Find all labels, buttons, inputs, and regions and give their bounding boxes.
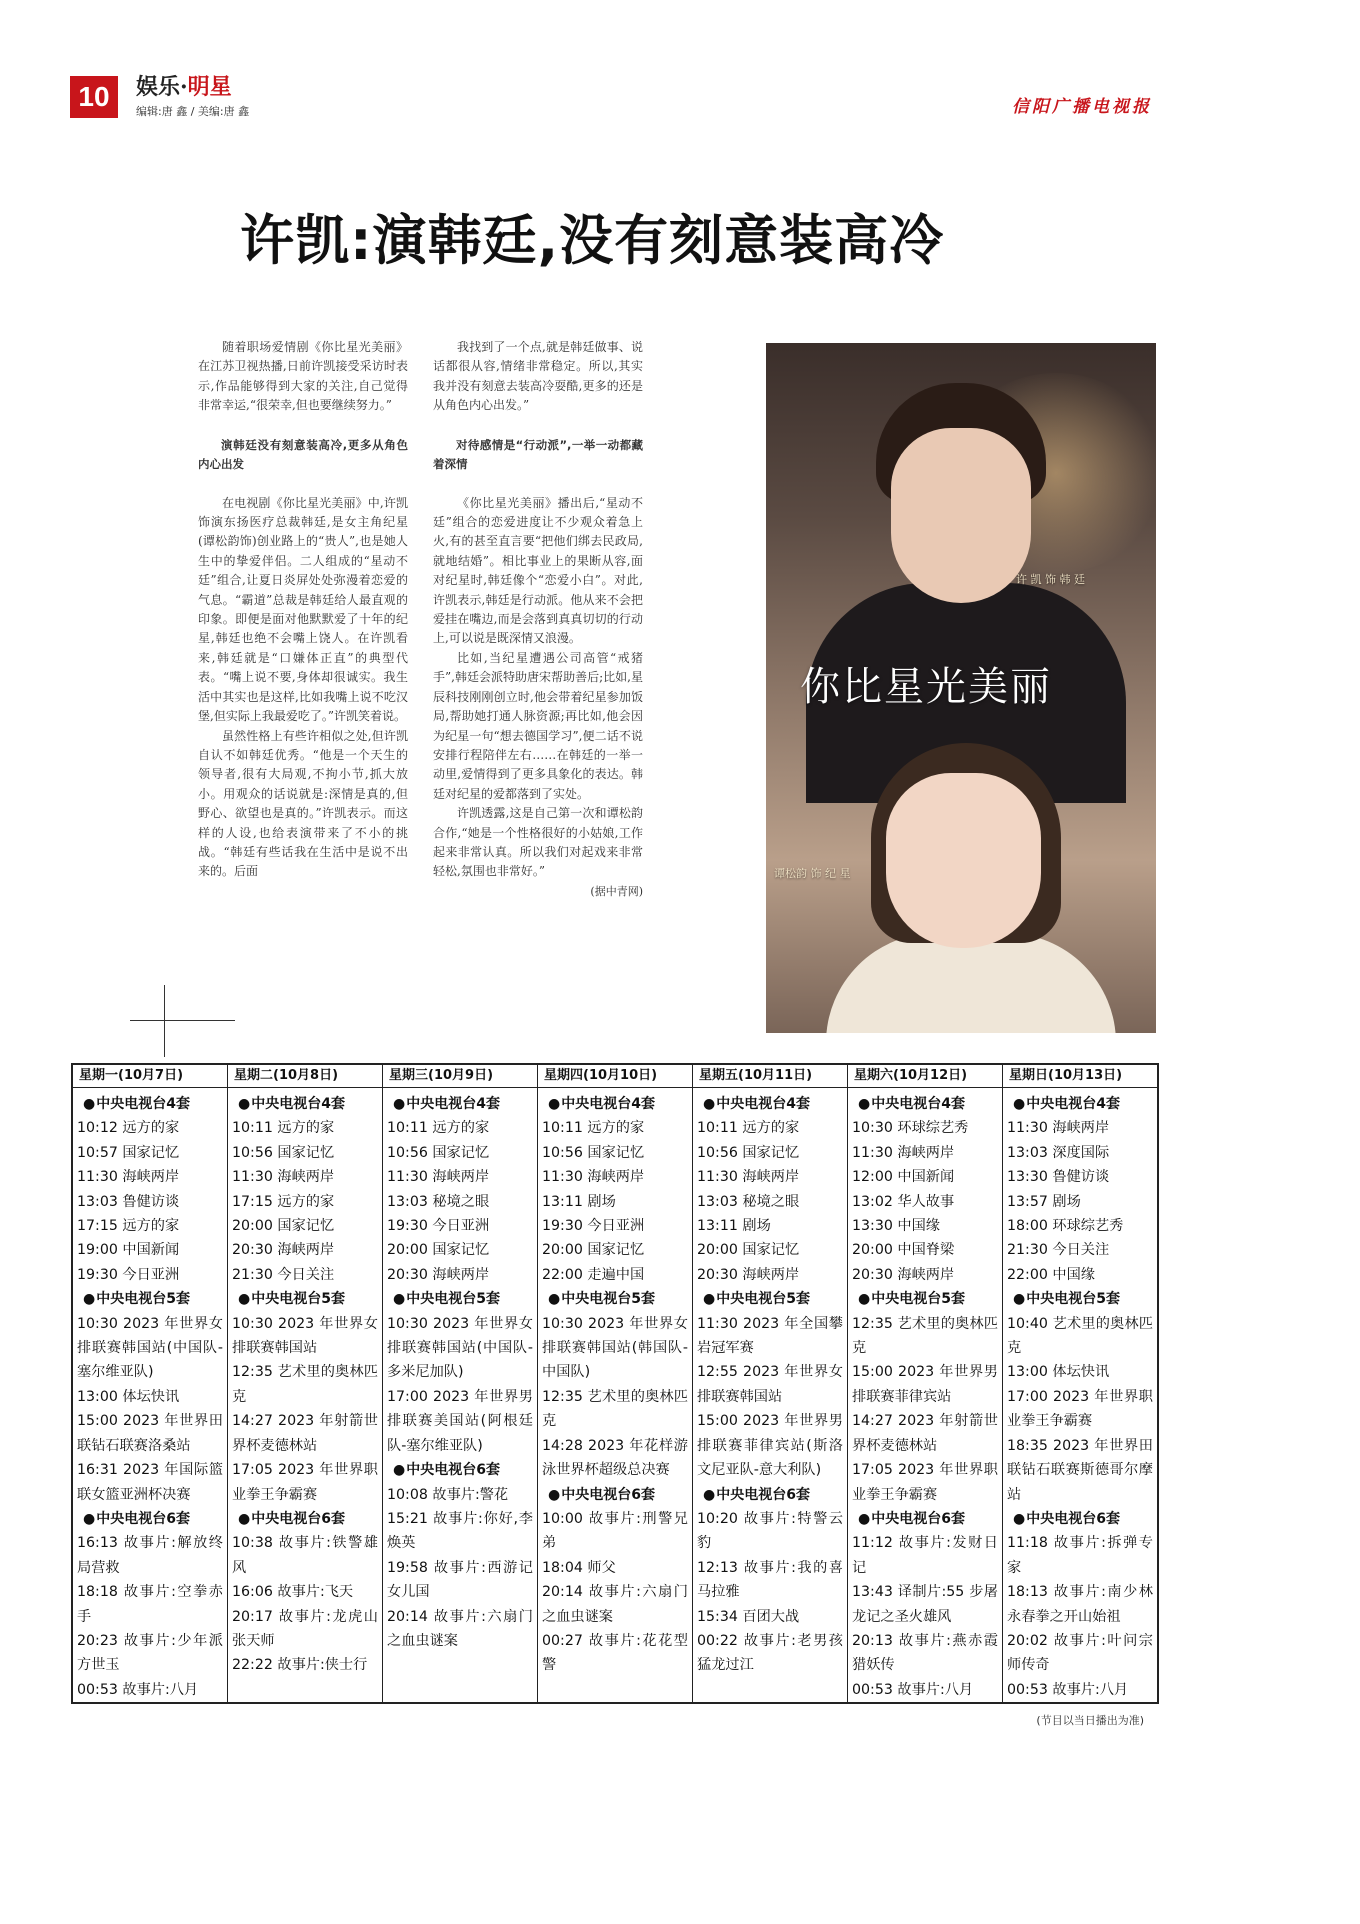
channel-heading: ● 中央电视台6套 [1007, 1507, 1153, 1531]
program-item: 10:11 远方的家 [697, 1120, 800, 1137]
page-number: 10 [70, 76, 118, 118]
channel-heading: ● 中央电视台4套 [697, 1092, 843, 1116]
poster-drama-title: 你比星光美丽 [800, 664, 1052, 710]
program-item: 17:15 远方的家 [77, 1218, 180, 1235]
program-item: 10:30 2023 年世界女排联赛韩国站(韩国队-中国队) [542, 1315, 688, 1381]
program-item: 19:00 中国新闻 [77, 1242, 180, 1259]
channel-heading: ● 中央电视台5套 [77, 1287, 223, 1311]
program-item: 20:17 故事片:龙虎山张天师 [232, 1608, 378, 1649]
paragraph: 我找到了一个点,就是韩廷做事、说话都很从容,情绪非常稳定。所以,其实我并没有刻意去装高冷耍酷,更多的还是从角色内心出发。” [433, 340, 643, 413]
program-item: 10:11 远方的家 [232, 1120, 335, 1137]
program-item: 13:11 剧场 [697, 1218, 771, 1235]
paragraph: 虽然性格上有些许相似之处,但许凯自认不如韩廷优秀。“他是一个天生的领导者,很有大局观,不拘小节,抓大放小。用观众的话说就是:深情是真的,但野心、欲望也是真的。”许凯表示。而这样的人设,也给表演带来了不小的挑战。“韩廷有些话我在生活中是说不出来的。后面 [198, 728, 408, 879]
program-item: 10:20 故事片:特警云豹 [697, 1510, 843, 1552]
channel-heading: ● 中央电视台6套 [387, 1458, 533, 1482]
program-item: 11:12 故事片:发财日记 [852, 1535, 998, 1576]
program-item: 20:00 中国脊梁 [852, 1242, 955, 1259]
program-item: 10:40 艺术里的奥林匹克 [1007, 1315, 1153, 1357]
program-item: 13:30 鲁健访谈 [1007, 1169, 1110, 1186]
program-item: 20:30 海峡两岸 [852, 1266, 955, 1283]
program-item: 19:30 今日亚洲 [77, 1266, 180, 1283]
section-highlight: 明星 [187, 74, 232, 100]
schedule-day-header: 星期日(10月13日) [1003, 1065, 1157, 1088]
program-item: 10:56 国家记忆 [232, 1144, 335, 1161]
program-item: 20:30 海峡两岸 [697, 1266, 800, 1283]
paragraph: 比如,当纪星遭遇公司高管“戒猪手”,韩廷会派特助唐宋帮助善后;比如,星辰科技刚刚创立时,他会带着纪星参加饭局,帮助她打通人脉资源;再比如,他会因为纪星一句“想去德国学习”,便二话不说安排行程陪伴左右……在韩廷的一举一动里,爱情得到了更多具象化的表达。韩廷对纪星的爱都落到了实处。 [433, 650, 643, 801]
paper-name: 信阳广播电视报 [1012, 97, 1152, 117]
program-item: 10:57 国家记忆 [77, 1144, 180, 1161]
schedule-day-body [73, 1088, 227, 1702]
schedule-day-header: 星期四(10月10日) [538, 1065, 692, 1088]
schedule-day-body [538, 1088, 692, 1678]
program-item: 22:00 中国缘 [1007, 1266, 1095, 1283]
schedule-day-header: 星期一(10月7日) [73, 1065, 227, 1088]
channel-heading: ● 中央电视台5套 [1007, 1287, 1153, 1311]
subheading: 对待感情是“行动派”,一举一动都藏着深情 [433, 437, 643, 471]
program-item: 11:30 海峡两岸 [697, 1169, 800, 1186]
program-item: 14:27 2023 年射箭世界杯麦德林站 [852, 1413, 998, 1454]
program-item: 20:30 海峡两岸 [232, 1242, 335, 1259]
program-item: 13:03 秘境之眼 [697, 1193, 800, 1210]
program-item: 10:30 2023 年世界女排联赛韩国站 [232, 1315, 378, 1357]
schedule-day-header: 星期二(10月8日) [228, 1065, 382, 1088]
program-item: 20:00 国家记忆 [232, 1218, 335, 1235]
program-item: 11:30 海峡两岸 [77, 1169, 180, 1186]
program-item: 13:43 译制片:55 步屠龙记之圣火雄风 [852, 1584, 998, 1625]
paragraph: 许凯透露,这是自己第一次和谭松韵合作,“她是一个性格很好的小姑娘,工作起来非常认真。所以我们对起戏来非常轻松,氛围也非常好。” [433, 806, 643, 879]
schedule-day-body [1003, 1088, 1157, 1702]
program-item: 22:22 故事片:侠士行 [232, 1657, 368, 1674]
program-item: 15:00 2023 年世界男排联赛菲律宾站(斯洛文尼亚队-意大利队) [697, 1413, 843, 1479]
program-item: 20:14 故事片:六扇门之血虫谜案 [542, 1584, 688, 1625]
schedule-day-header: 星期三(10月9日) [383, 1065, 537, 1088]
channel-heading: ● 中央电视台5套 [387, 1287, 533, 1311]
schedule-day-column [73, 1065, 228, 1702]
program-item: 13:03 深度国际 [1007, 1144, 1110, 1161]
program-item: 13:00 体坛快讯 [1007, 1364, 1110, 1381]
editor-line: 编辑:唐 鑫 / 美编:唐 鑫 [136, 105, 250, 118]
schedule-day-body [848, 1088, 1002, 1702]
tv-schedule-table [71, 1063, 1159, 1704]
program-item: 16:06 故事片:飞天 [232, 1584, 354, 1601]
schedule-day-header: 星期五(10月11日) [693, 1065, 847, 1088]
program-item: 12:35 艺术里的奥林匹克 [542, 1388, 688, 1430]
program-item: 11:30 2023 年全国攀岩冠军赛 [697, 1315, 843, 1357]
program-item: 00:53 故事片:八月 [1007, 1681, 1129, 1698]
channel-heading: ● 中央电视台6套 [852, 1507, 998, 1531]
channel-heading: ● 中央电视台4套 [542, 1092, 688, 1116]
paragraph: 随着职场爱情剧《你比星光美丽》在江苏卫视热播,日前许凯接受采访时表示,作品能够得到大家的关注,自己觉得非常幸运,“很荣幸,但也要继续努力。” [198, 340, 408, 413]
program-item: 21:30 今日关注 [1007, 1242, 1110, 1259]
program-item: 00:27 故事片:花花型警 [542, 1632, 688, 1674]
program-item: 17:00 2023 年世界男排联赛美国站(阿根廷队-塞尔维亚队) [387, 1388, 533, 1454]
schedule-day-column [383, 1065, 538, 1702]
program-item: 10:08 故事片:警花 [387, 1486, 509, 1503]
program-item: 20:14 故事片:六扇门之血虫谜案 [387, 1608, 533, 1649]
program-item: 13:00 体坛快讯 [77, 1388, 180, 1405]
section-title [136, 70, 232, 101]
program-item: 18:18 故事片:空拳赤手 [77, 1584, 223, 1625]
program-item: 21:30 今日关注 [232, 1266, 335, 1283]
program-item: 20:00 国家记忆 [387, 1242, 490, 1259]
schedule-note: (节目以当日播出为准) [1036, 1714, 1144, 1727]
channel-heading: ● 中央电视台6套 [77, 1507, 223, 1531]
schedule-day-column [228, 1065, 383, 1702]
program-item: 10:56 国家记忆 [542, 1144, 645, 1161]
program-item: 00:53 故事片:八月 [852, 1681, 974, 1698]
program-item: 19:58 故事片:西游记女儿国 [387, 1559, 533, 1601]
program-item: 12:00 中国新闻 [852, 1169, 955, 1186]
article-column-2 [433, 338, 643, 901]
program-item: 13:57 剧场 [1007, 1193, 1081, 1210]
program-item: 10:56 国家记忆 [697, 1144, 800, 1161]
channel-heading: ● 中央电视台4套 [387, 1092, 533, 1116]
channel-heading: ● 中央电视台4套 [232, 1092, 378, 1116]
channel-heading: ● 中央电视台5套 [697, 1287, 843, 1311]
program-item: 10:38 故事片:铁警雄风 [232, 1535, 378, 1576]
program-item: 20:30 海峡两岸 [387, 1266, 490, 1283]
channel-heading: ● 中央电视台5套 [232, 1287, 378, 1311]
schedule-day-column [693, 1065, 848, 1702]
channel-heading: ● 中央电视台4套 [1007, 1092, 1153, 1116]
program-item: 20:02 故事片:叶问宗师传奇 [1007, 1632, 1153, 1674]
schedule-day-column [848, 1065, 1003, 1702]
program-item: 11:30 海峡两岸 [542, 1169, 645, 1186]
program-item: 13:02 华人故事 [852, 1193, 955, 1210]
program-item: 10:11 远方的家 [542, 1120, 645, 1137]
program-item: 10:30 2023 年世界女排联赛韩国站(中国队-多米尼加队) [387, 1315, 533, 1381]
crop-mark [130, 1020, 235, 1021]
program-item: 14:28 2023 年花样游泳世界杯超级总决赛 [542, 1437, 688, 1479]
program-item: 17:05 2023 年世界职业拳王争霸赛 [852, 1462, 998, 1503]
program-item: 20:23 故事片:少年派方世玉 [77, 1632, 223, 1674]
program-item: 19:30 今日亚洲 [387, 1218, 490, 1235]
channel-heading: ● 中央电视台5套 [542, 1287, 688, 1311]
program-item: 11:30 海峡两岸 [232, 1169, 335, 1186]
program-item: 15:34 百团大战 [697, 1608, 800, 1625]
program-item: 10:30 2023 年世界女排联赛韩国站(中国队-塞尔维亚队) [77, 1315, 223, 1381]
program-item: 10:30 环球综艺秀 [852, 1120, 969, 1137]
program-item: 15:21 故事片:你好,李焕英 [387, 1510, 533, 1552]
program-item: 17:00 2023 年世界职业拳王争霸赛 [1007, 1388, 1153, 1430]
program-item: 13:11 剧场 [542, 1193, 616, 1210]
program-item: 12:35 艺术里的奥林匹克 [852, 1315, 998, 1357]
actor-face [891, 428, 1031, 603]
program-item: 11:30 海峡两岸 [852, 1144, 955, 1161]
program-item: 19:30 今日亚洲 [542, 1218, 645, 1235]
program-item: 12:55 2023 年世界女排联赛韩国站 [697, 1364, 843, 1405]
actress-face [886, 773, 1041, 948]
channel-heading: ● 中央电视台5套 [852, 1287, 998, 1311]
program-item: 14:27 2023 年射箭世界杯麦德林站 [232, 1413, 378, 1454]
program-item: 15:00 2023 年世界田联钻石联赛洛桑站 [77, 1413, 223, 1454]
program-item: 00:53 故事片:八月 [77, 1681, 199, 1698]
article-source: (据中青网) [590, 884, 643, 898]
schedule-day-body [383, 1088, 537, 1653]
program-item: 11:18 故事片:拆弹专家 [1007, 1535, 1153, 1576]
channel-heading: ● 中央电视台6套 [232, 1507, 378, 1531]
schedule-day-body [228, 1088, 382, 1678]
poster-caption-actor: 许 凯 饰 韩 廷 [1016, 573, 1085, 586]
program-item: 10:56 国家记忆 [387, 1144, 490, 1161]
program-item: 16:13 故事片:解放终局营救 [77, 1535, 223, 1576]
article-title: 许凯:演韩廷,没有刻意装高冷 [240, 209, 945, 272]
section-label: 娱乐· [136, 74, 188, 100]
schedule-day-column [1003, 1065, 1157, 1702]
paragraph: 《你比星光美丽》播出后,“星动不廷”组合的恋爱进度让不少观众着急上火,有的甚至直言要“把他们绑去民政局,就地结婚”。相比事业上的果断从容,面对纪星时,韩廷像个“恋爱小白”。对此,许凯表示,韩廷是行动派。他从来不会把爱挂在嘴边,而是会落到真真切切的行动上,可以说是既深情又浪漫。 [433, 495, 643, 646]
program-item: 20:00 国家记忆 [542, 1242, 645, 1259]
channel-heading: ● 中央电视台6套 [697, 1483, 843, 1507]
program-item: 12:13 故事片:我的喜马拉雅 [697, 1559, 843, 1601]
program-item: 20:13 故事片:燕赤霞猎妖传 [852, 1632, 998, 1674]
subheading: 演韩廷没有刻意装高冷,更多从角色内心出发 [198, 437, 408, 471]
program-item: 18:04 师父 [542, 1559, 616, 1576]
program-item: 10:11 远方的家 [387, 1120, 490, 1137]
program-item: 18:35 2023 年世界田联钻石联赛斯德哥尔摩站 [1007, 1437, 1153, 1503]
channel-heading: ● 中央电视台4套 [852, 1092, 998, 1116]
program-item: 20:00 国家记忆 [697, 1242, 800, 1259]
program-item: 16:31 2023 年国际篮联女篮亚洲杯决赛 [77, 1462, 223, 1503]
schedule-day-header: 星期六(10月12日) [848, 1065, 1002, 1088]
program-item: 17:15 远方的家 [232, 1193, 335, 1210]
schedule-day-body [693, 1088, 847, 1678]
program-item: 17:05 2023 年世界职业拳王争霸赛 [232, 1462, 378, 1503]
schedule-day-column [538, 1065, 693, 1702]
program-item: 11:30 海峡两岸 [1007, 1120, 1110, 1137]
program-item: 18:13 故事片:南少林永春拳之开山始祖 [1007, 1584, 1153, 1625]
program-item: 22:00 走遍中国 [542, 1266, 645, 1283]
channel-heading: ● 中央电视台4套 [77, 1092, 223, 1116]
actress-figure [826, 933, 1116, 1033]
program-item: 00:22 故事片:老男孩猛龙过江 [697, 1632, 843, 1674]
crop-mark [164, 985, 165, 1057]
program-item: 13:03 秘境之眼 [387, 1193, 490, 1210]
paragraph: 在电视剧《你比星光美丽》中,许凯饰演东扬医疗总裁韩廷,是女主角纪星(谭松韵饰)创业路上的“贵人”,也是她人生中的挚爱伴侣。二人组成的“星动不廷”组合,让夏日炎屏处处弥漫着恋爱的气息。“霸道”总裁是韩廷给人最直观的印象。即便是面对他默默爱了十年的纪星,韩廷也绝不会嘴上饶人。在许凯看来,韩廷就是“口嫌体正直”的典型代表。“嘴上说不要,身体却很诚实。我生活中其实也是这样,比如我嘴上说不吃汉堡,但实际上我最爱吃了。”许凯笑着说。 [198, 495, 408, 724]
program-item: 15:00 2023 年世界男排联赛菲律宾站 [852, 1364, 998, 1405]
program-item: 13:03 鲁健访谈 [77, 1193, 180, 1210]
program-item: 11:30 海峡两岸 [387, 1169, 490, 1186]
program-item: 18:00 环球综艺秀 [1007, 1218, 1124, 1235]
article-column-1 [198, 338, 408, 882]
drama-poster [766, 343, 1156, 1033]
poster-caption-actress: 谭松韵 饰 纪 星 [774, 867, 851, 880]
program-item: 10:00 故事片:刑警兄弟 [542, 1510, 688, 1552]
program-item: 13:30 中国缘 [852, 1218, 940, 1235]
program-item: 10:12 远方的家 [77, 1120, 180, 1137]
channel-heading: ● 中央电视台6套 [542, 1483, 688, 1507]
program-item: 12:35 艺术里的奥林匹克 [232, 1364, 378, 1405]
